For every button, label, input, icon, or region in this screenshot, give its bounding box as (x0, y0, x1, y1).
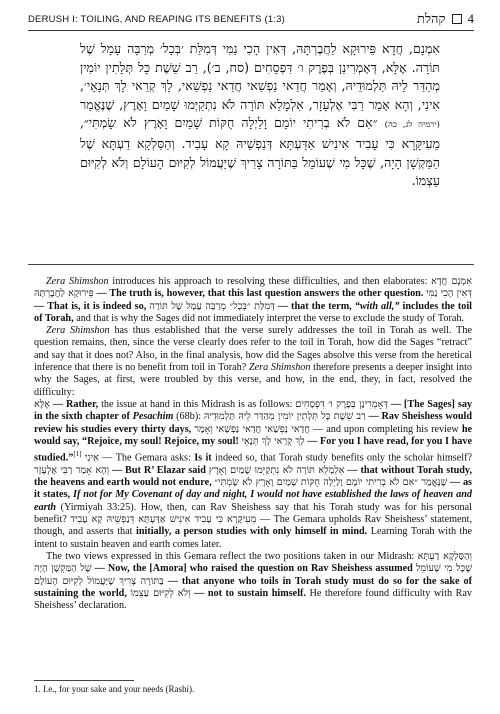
translation-run: — not to sustain himself. (190, 587, 306, 599)
footnote: 1. I.e., for your sake and your needs (Rashi). (34, 684, 195, 694)
translation-run: — For you I have read, for you I have studied.” (34, 435, 473, 464)
text-run: The two views expressed in this Gemara reflect the two positions taken in our Midrash: (46, 550, 415, 562)
square-ornament-icon (452, 14, 462, 24)
running-head-section-title: DERUSH I: TOILING, AND REAPING ITS BENEFITS (1:3) (28, 13, 286, 25)
translation-run: — that the term, (274, 300, 355, 312)
text-run: therefore presents a deeper insight into why the Sages, at first, were troubled by this verse, and how, in the end, they, in fact, resolved the difficulty: (34, 362, 472, 398)
translation-run: — as it states, (34, 477, 473, 501)
translation-run: — That is, it is indeed so, (34, 300, 147, 312)
text-run: — The Gemara upholds Rav Sheishess’ statement, though, and asserts that (34, 514, 473, 538)
translation-run: — Rav Sheishess would review his studies every thirty days, (34, 411, 473, 435)
running-head (28, 10, 474, 28)
commentary-paragraph-4 (34, 551, 472, 612)
translation-run: — that anyone who toils in Torah study must do so for the sake of sustaining the world, (34, 575, 472, 599)
text-run: — The Gemara asks: (98, 452, 195, 464)
section-divider (28, 264, 474, 265)
text-run: He therefore found difficulty with Rav Sheishess’ declaration. (34, 587, 473, 612)
hebrew-text-part-2: ״אִם לֹא בְרִיתִי יוֹמָם וָלַיְלָה חֻקּוֹת שָׁמַיִם וָאָרֶץ לֹא שָׂמְתִּי״, מֵעִיקָּרָא כִּי עָבִיד אִינִישׁ אַדַּעְתָּא דְּנַפְשֵׁיהּ קָא עָבִיד. וְהַסַּלְקָא דַעְתָּא שֶׁל הַמַּקְשָׁן הָיָה, שֶׁכָּל מִי שֶׁעוֹמֵל בַּתּוֹרָה צָרִיךְ שֶׁיַּעֲמוֹל לְקִיּוּם הָעוֹלָם וְלֹא לְקִיּוּם עַצְמוֹ. (80, 115, 440, 189)
commentary-paragraph-3 (34, 399, 472, 551)
running-head-book-title: קהלת (417, 12, 446, 27)
translation-run: — that without Torah study, the heavens and earth would not endure, (34, 464, 473, 489)
text-run: (Yirmiyah 33:25). (56, 501, 137, 513)
footnote-marker[interactable]: [1] (73, 450, 82, 459)
hebrew-citation: חֲדַאי נַפְשַׁאי חֲדַאי נַפְשַׁאי (215, 423, 310, 435)
text-run: has thus established that the verse surely addresses the toil in Torah as well. The question remains, then, since the verse clearly does refer to the toil in Torah, how did the Sages “retract” and say that it does not? Also, in the final analysis, how did the Sages absolve this verse from the heretical inference that there is no benefit from toil in Torah? (34, 325, 472, 374)
work-title: Pesachim (132, 411, 174, 423)
hebrew-citation: אִמְנָם חֲדָא פֵּירוּקָא לַחֲבֶרְתָּהּ (34, 276, 473, 300)
translation-run: — Now, the [Amora] who raised the question on Rav Sheishess assumed (91, 563, 413, 575)
hebrew-citation: אִינִי (84, 452, 99, 464)
text-run: (68b): (173, 411, 202, 423)
hebrew-citation: רַב שֵׁשֶׁת כָּל תְּלָתִין יוֹמִין מְהַדַּר לֵיהּ תַּלְמוּדֵיהּ (203, 411, 366, 423)
translation-run: — The truth is, however, that this last question answers the other question. (93, 288, 424, 300)
translation-run: — But R’ Elazar said (109, 464, 206, 476)
translation-run: he would say, “Rejoice, my soul! Rejoice, my soul! (34, 423, 472, 447)
hebrew-citation: דְּאָמְרִינַן בְּפֶרֶק ו׳ דִּפְסָחִים (295, 398, 388, 410)
translation-run: “with all,” (354, 300, 400, 312)
hebrew-text-part-1: אִמְנָם, חֲדָא פֵּירוּקָא לַחֲבֶרְתָּהּ, דְּאִין הָכִי נַמִּי דְּמִלַּת ׳בְּכָל׳ מְרַבָּה עָמָל שֶׁל תּוֹרָה. אֶלָּא, דְּאָמְרִינַן בְּפֶרֶק ו׳ דִּפְסָחִים (סח, ב׳), רַב שֵׁשֶׁת כָּל תְּלָתִין יוֹמִין מְהַדַּר לֵיהּ תַּלְמוּדֵיהּ, וְאָמַר חֲדַאי נַפְשַׁאי חֲדַאי נַפְשַׁאי, לָךְ קְרַאי לָךְ תְּנָאֵי׳, אִינִי, וְהָא אָמַר רַבִּי אֶלְעָזָר, אִלְמָלֵא תּוֹרָה לֹא נִתְקַיְּמוּ שָׁמַיִם וָאָרֶץ, שֶׁנֶּאֱמַר (80, 41, 440, 112)
footnote-rule (34, 680, 134, 681)
commentary-paragraph-1 (34, 276, 472, 325)
text-run: — and upon completing his review (309, 423, 462, 435)
work-title: Zera Shimshon (248, 362, 311, 374)
hebrew-citation: מֵעִיקָּרָא כִּי עָבִיד אִינִישׁ אַדַּעְתָּא דְּנַפְשֵׁיהּ קָא עָבִיד (70, 514, 257, 526)
hebrew-citation: וְהַסַּלְקָא דַעְתָּא שֶׁל הַמַּקְשָׁן הָיָה (34, 550, 472, 575)
hebrew-citation: וְלֹא לְקִיּוּם עַצְמוֹ (130, 587, 191, 599)
english-commentary (34, 276, 472, 612)
translation-run: — [The Sages] say in the sixth chapter of (34, 398, 473, 423)
hebrew-citation: דְּאִין הָכִי נַמִּי (426, 288, 473, 300)
hebrew-main-text (80, 40, 440, 191)
page-number: 4 (467, 11, 474, 26)
text-run: introduces his approach to resolving these difficulties, and then elaborates: (108, 276, 428, 287)
hebrew-citation: אֶלָּא (34, 398, 51, 410)
text-run: How, then, can Rav Sheishess say that his Torah study was for his personal benefit? (34, 501, 472, 526)
hebrew-citation: אִלְמָלֵא תּוֹרָה לֹא נִתְקַיְּמוּ שָׁמַיִם וָאָרֶץ (208, 464, 345, 476)
hebrew-citation: שֶׁכָּל מִי שֶׁעוֹמֵל בַּתּוֹרָה צָרִיךְ שֶׁיַּעֲמוֹל לְקִיּוּם הָעוֹלָם (34, 563, 473, 587)
hebrew-paragraph (80, 40, 440, 191)
translation-run: initially, a person studies with only himself in mind. (136, 526, 368, 538)
text-run: and that is why the Sages did not immediately interpret the verse to exclude the study of Torah. (73, 312, 465, 324)
commentary-paragraph-2 (34, 325, 472, 399)
translation-run: Is it (194, 452, 212, 464)
header-rule (28, 30, 474, 31)
running-head-right (417, 11, 474, 27)
work-title: Zera Shimshon (46, 325, 110, 337)
hebrew-citation: דְּמִלַּת ״בְּכָל״ מְרַבָּה עָמָל שֶׁל תּוֹרָה (149, 300, 275, 312)
hebrew-verse-reference: (ירמיה לג, כה) (384, 120, 440, 131)
hebrew-citation: לָךְ קְרַאי לָךְ תְּנָאֵי (241, 435, 305, 447)
translation-run: — Rather, (50, 398, 99, 410)
hebrew-citation: שֶׁנֶּאֱמַר ״אִם לֹא בְרִיתִי יוֹמָם וָלַיְלָה חֻקּוֹת שָׁמַיִם וָאָרֶץ לֹא שָׂמְתִּי״ (214, 477, 448, 489)
work-title: Zera Shimshon (46, 276, 109, 287)
text-run: Learning Torah with the intent to sustain heaven and earth comes later. (34, 526, 472, 550)
verse-translation: If not for My Covenant of day and night, I would not have established the laws of heaven and earth (34, 489, 472, 513)
text-run: indeed so, that Torah study benefits only the scholar himself? (211, 452, 472, 464)
translation-run: includes the toil of Torah, (34, 300, 472, 324)
hebrew-citation: וְאָמַר (194, 423, 213, 435)
text-run: the issue at hand in this Midrash is as follows: (98, 398, 293, 410)
hebrew-citation: וְהָא אָמַר רַבִּי אֶלְעָזָר (34, 464, 110, 476)
